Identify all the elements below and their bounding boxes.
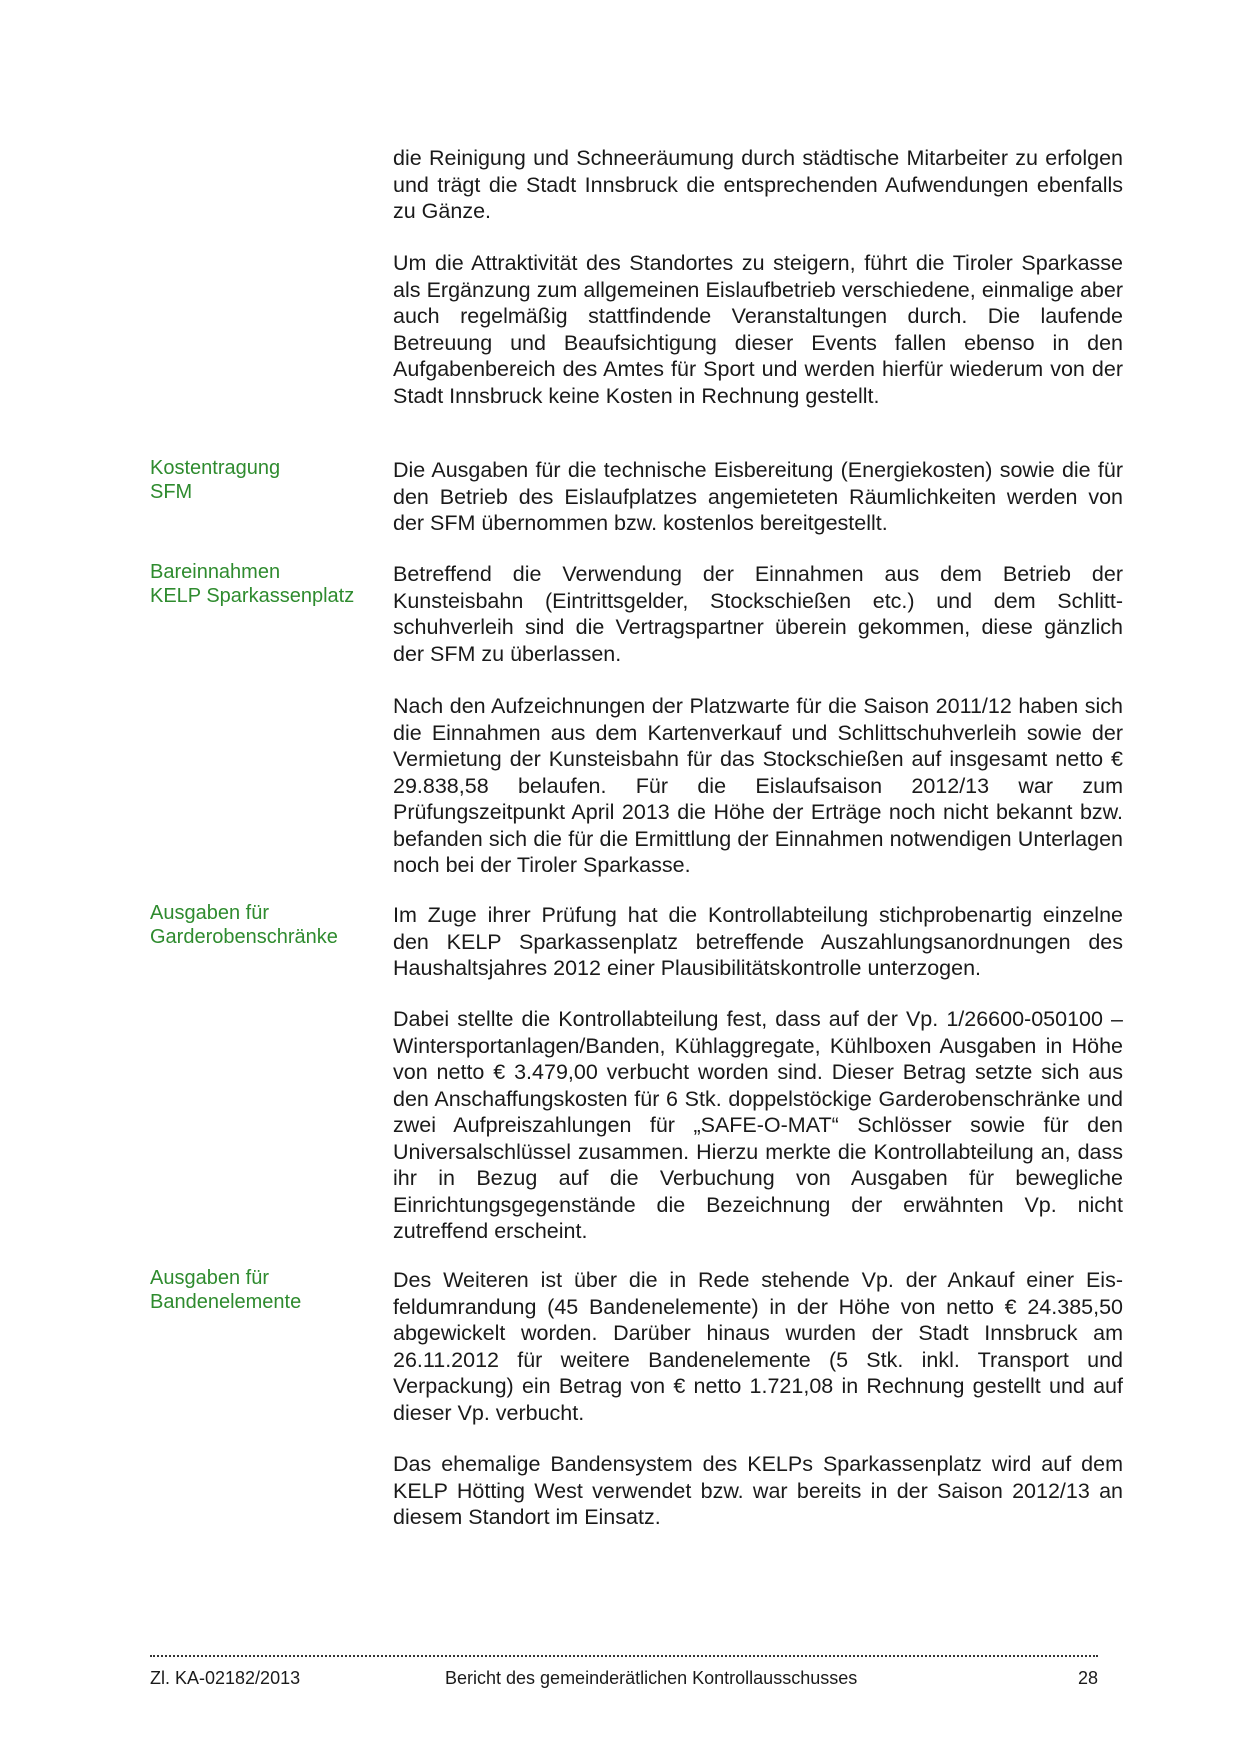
margin-note-line: Kostentragung: [150, 457, 281, 479]
margin-note-bareinnahmen: [150, 560, 380, 608]
paragraph-audit-check: Im Zuge ihrer Prüfung hat die Kontrollabteilung stichprobenartig einzelne den KELP Sparkassenplatz betreffende Auszahlungsanordnungen des Haushaltsjahres 2012 einer Plausibilitätskontrolle unterzogen.: [393, 903, 1123, 980]
margin-note-line: Ausgaben für: [150, 902, 269, 924]
paragraph-revenue-usage: Betreffend die Verwendung der Einnahmen aus dem Betrieb der Kunsteisbahn (Eintrittsgelder, Stockschießen etc.) und dem Schlittschuhverleih sind die Vertragspartner überein gekommen, diese gänzlich der SFM zu überlassen.: [393, 562, 1123, 666]
paragraph-locker-expenses: Dabei stellte die Kontrollabteilung fest, dass auf der Vp. 1/26600-050100 – Wintersportanlagen/Banden, Kühlaggregate, Kühlboxen Ausgaben in Höhe von netto € 3.479,00 verbucht worden sind. Dieser Betrag setzte sich aus den Anschaffungskosten für 6 Stk. doppelstöckige Garderobenschränke und zwei Aufpreiszahlungen für „SAFE-O-MAT“ Schlösser sowie für den Universalschlüssel zusammen. Hierzu merkte die Kontrollabteilung an, dass ihr in Bezug auf die Verbuchung von Ausgaben für bewegliche Einrichtungsgegenstände die Bezeichnung der erwähnten Vp. nicht zutreffend erscheint.: [393, 1007, 1123, 1243]
margin-note-line: Bareinnahmen: [150, 561, 281, 583]
footer-reference: Zl. KA-02182/2013: [150, 1668, 301, 1688]
margin-note-line: Bandenelemente: [150, 1291, 302, 1313]
margin-note-line: Garderobenschränke: [150, 926, 338, 948]
margin-note-line: SFM: [150, 481, 193, 503]
paragraph-events: Um die Attraktivität des Standortes zu steigern, führt die Tiroler Sparkasse als Ergänzung zum allgemeinen Eislaufbetrieb verschiedene, einmalige aber auch regelmäßig stattfindende Veranstaltungen durch. Die laufende Betreuung und Beaufsichtigung dieser Events fallen ebenso in den Aufgabenbereich des Amtes für Sport und werden hierfür wiederum von der Stadt Innsbruck keine Kosten in Rechnung gestellt.: [393, 251, 1123, 408]
footer-divider: [150, 1655, 1098, 1657]
margin-note-line: KELP Sparkassenplatz: [150, 585, 355, 607]
paragraph-cost-coverage: Die Ausgaben für die technische Eisbereitung (Energiekosten) sowie die für den Betrieb des Eislaufplatzes angemieteten Räumlichkeiten werden von der SFM übernommen bzw. kostenlos bereitgestellt.: [393, 458, 1123, 535]
paragraph-snow-clearing: die Reinigung und Schneeräumung durch städtische Mitarbeiter zu erfolgen und trägt die Stadt Innsbruck die entsprechenden Aufwendungen ebenfalls zu Gänze.: [393, 146, 1123, 223]
paragraph-boards-purchase: Des Weiteren ist über die in Rede stehende Vp. der Ankauf einer Eisfeldumrandung (45 Bandenelemente) in der Höhe von netto € 24.385,50 abgewickelt worden. Darüber hinaus wurden der Stadt Innsbruck am 26.11.2012 für weitere Bandenelemente (5 Stk. inkl. Transport und Verpackung) ein Betrag von € netto 1.721,08 in Rechnung gestellt und auf dieser Vp. verbucht.: [393, 1268, 1123, 1425]
margin-note-kostentragung: [150, 456, 380, 504]
margin-note-bandenelemente: [150, 1266, 380, 1314]
footer-title: Bericht des gemeinderätlichen Kontrollausschusses: [445, 1668, 858, 1688]
margin-note-garderobenschraenke: [150, 901, 380, 949]
page-number: 28: [1077, 1668, 1098, 1688]
page-footer: [150, 1667, 1098, 1691]
paragraph-revenue-records: Nach den Aufzeichnungen der Platzwarte für die Saison 2011/12 haben sich die Einnahmen aus dem Kartenverkauf und Schlittschuhverleih sowie der Vermietung der Kunsteisbahn für das Stockschießen auf insgesamt netto € 29.838,58 belaufen. Für die Eislaufsaison 2012/13 war zum Prüfungszeitpunkt April 2013 die Höhe der Erträge noch nicht bekannt bzw. befanden sich die für die Ermittlung der Einnahmen notwendigen Unterlagen noch bei der Tiroler Sparkasse.: [393, 694, 1123, 877]
margin-note-line: Ausgaben für: [150, 1267, 269, 1289]
paragraph-former-board-system: Das ehemalige Bandensystem des KELPs Sparkassenplatz wird auf dem KELP Hötting West verwendet bzw. war bereits in der Saison 2012/13 an diesem Standort im Einsatz.: [393, 1452, 1123, 1529]
